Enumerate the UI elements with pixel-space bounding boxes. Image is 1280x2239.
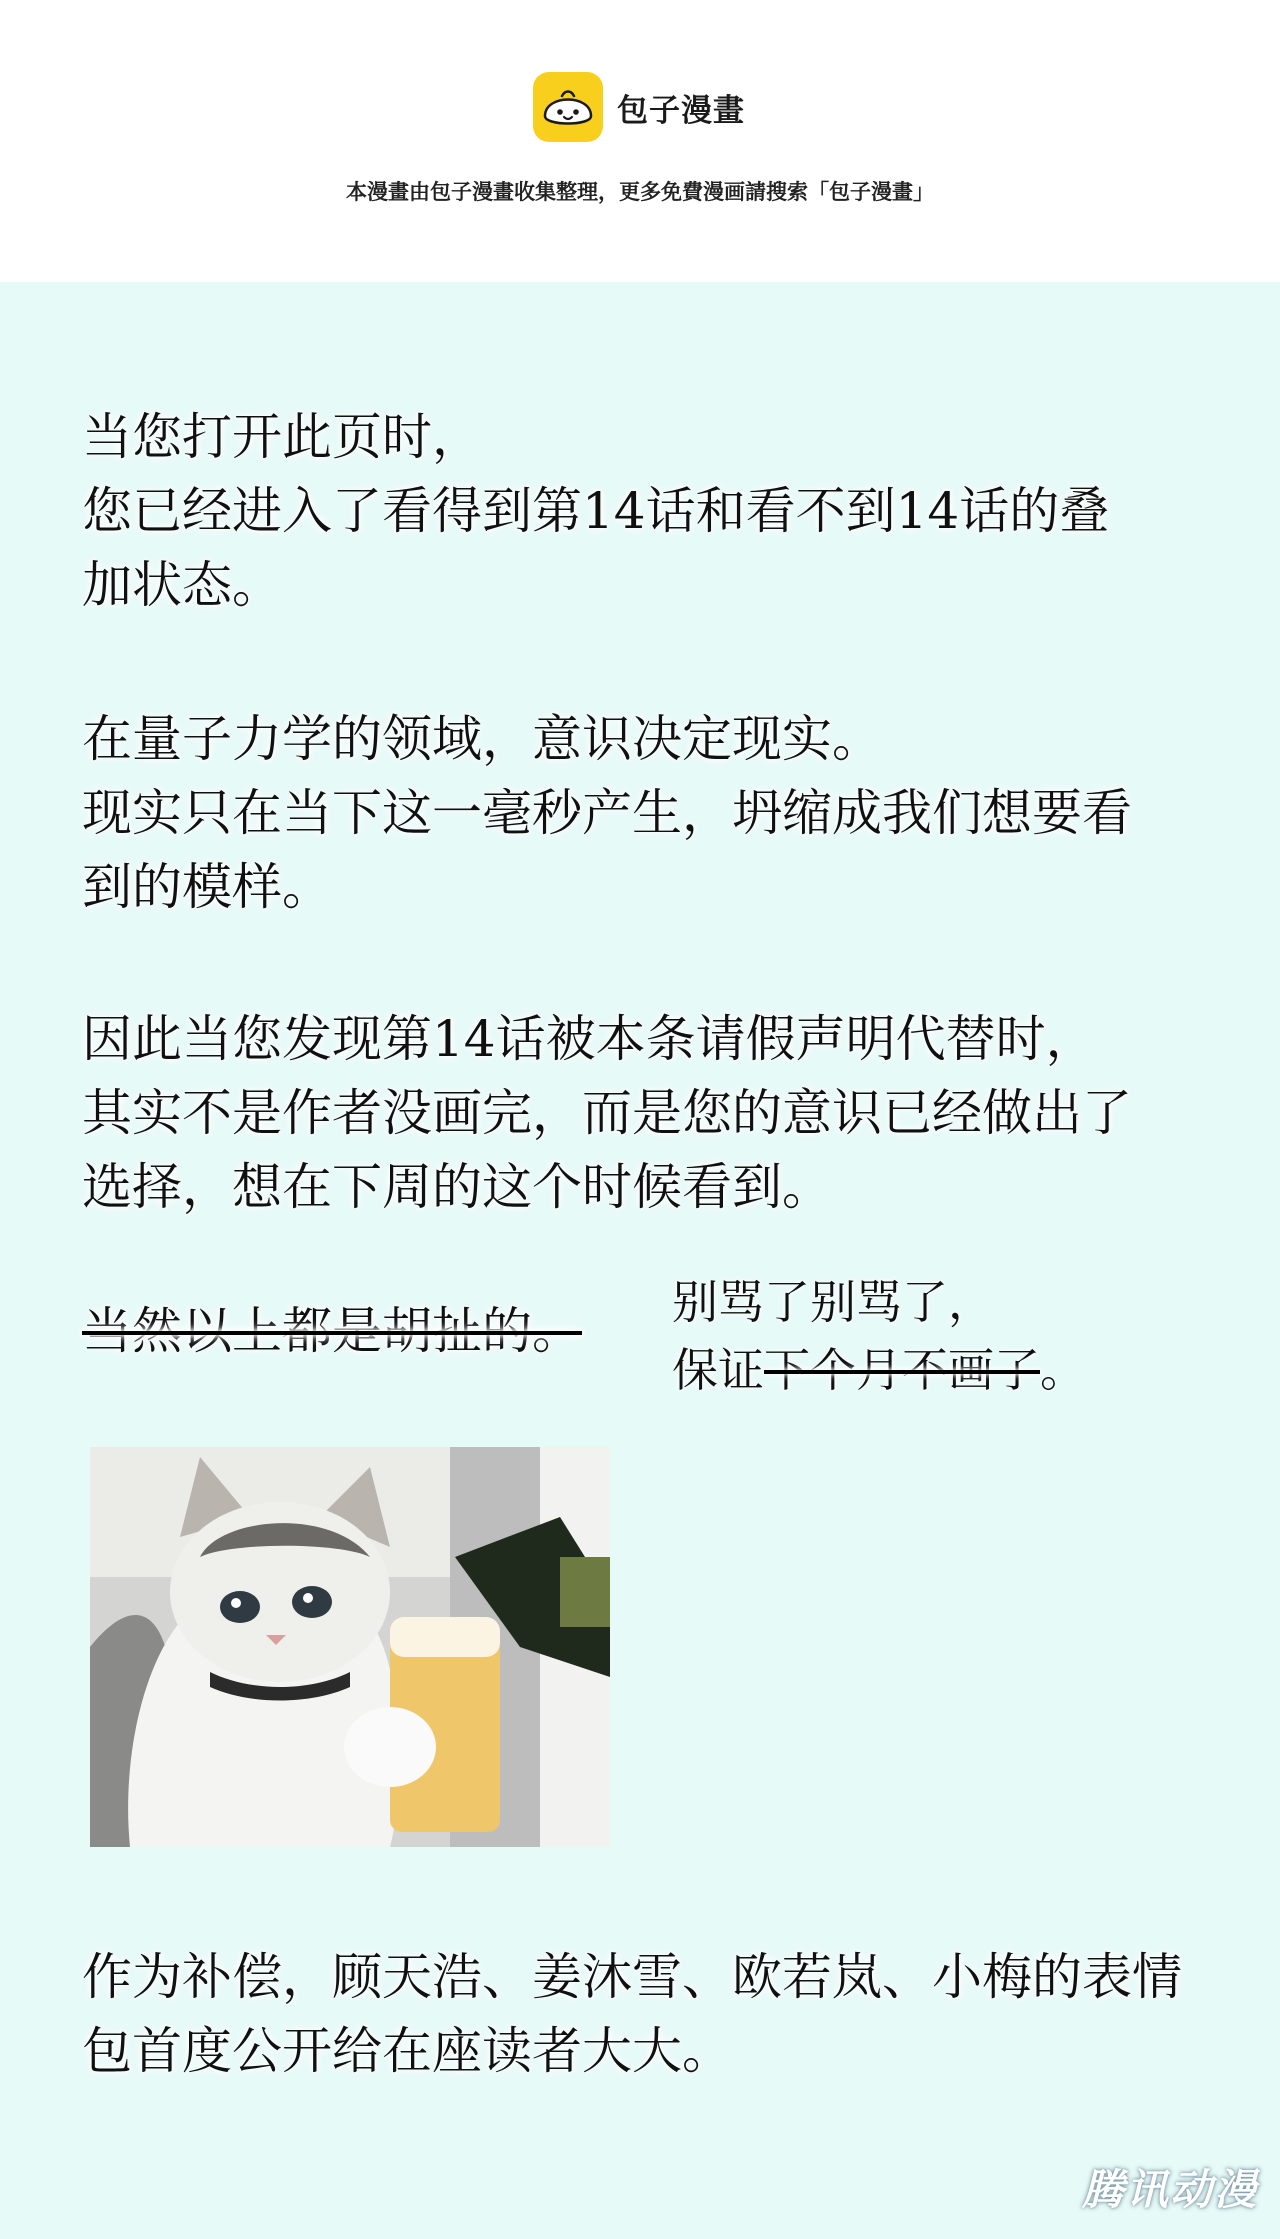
text-line: 当您打开此页时， [82,408,482,466]
text-line: 到的模样。 [82,858,332,916]
text-line: 您已经进入了看得到第14话和看不到14话的叠 [82,482,1110,540]
struck-paragraph [82,1294,582,1368]
text-line: 现实只在当下这一毫秒产生，坍缩成我们想要看 [82,784,1132,842]
bun-logo-icon [533,72,603,142]
paragraph-leave-notice [82,1002,1132,1224]
struck-text: 当然以上都是胡扯的。 [82,1302,582,1360]
text-line: 在量子力学的领域，意识决定现实。 [82,710,882,768]
brand-name: 包子漫畫 [617,92,745,129]
side-caption [672,1268,1086,1404]
header [0,0,1280,282]
source-notice: 本漫畫由包子漫畫收集整理，更多免費漫画請搜索「包子漫畫」 [346,180,934,204]
caption-prefix: 保证 [672,1343,764,1397]
paragraph-quantum [82,702,1132,924]
caption-line: 别骂了别骂了， [672,1275,994,1329]
brand[interactable] [533,72,745,142]
paragraph-compensation [82,1940,1182,2088]
text-line: 选择，想在下周的这个时候看到。 [82,1158,832,1216]
caption-struck: 下个月不画了 [764,1343,1040,1397]
tencent-comic-watermark: 腾讯动漫 [1081,2165,1258,2214]
text-line: 加状态。 [82,556,282,614]
text-line: 作为补偿，顾天浩、姜沐雪、欧若岚、小梅的表情 [82,1948,1182,2006]
text-line: 因此当您发现第14话被本条请假声明代替时， [82,1010,1096,1068]
caption-line [672,1336,1086,1404]
crying-cat-photo [90,1447,610,1847]
paragraph-superposition [82,400,1109,622]
caption-suffix: 。 [1040,1343,1086,1397]
text-line: 其实不是作者没画完，而是您的意识已经做出了 [82,1084,1132,1142]
text-line: 包首度公开给在座读者大大。 [82,2022,732,2080]
